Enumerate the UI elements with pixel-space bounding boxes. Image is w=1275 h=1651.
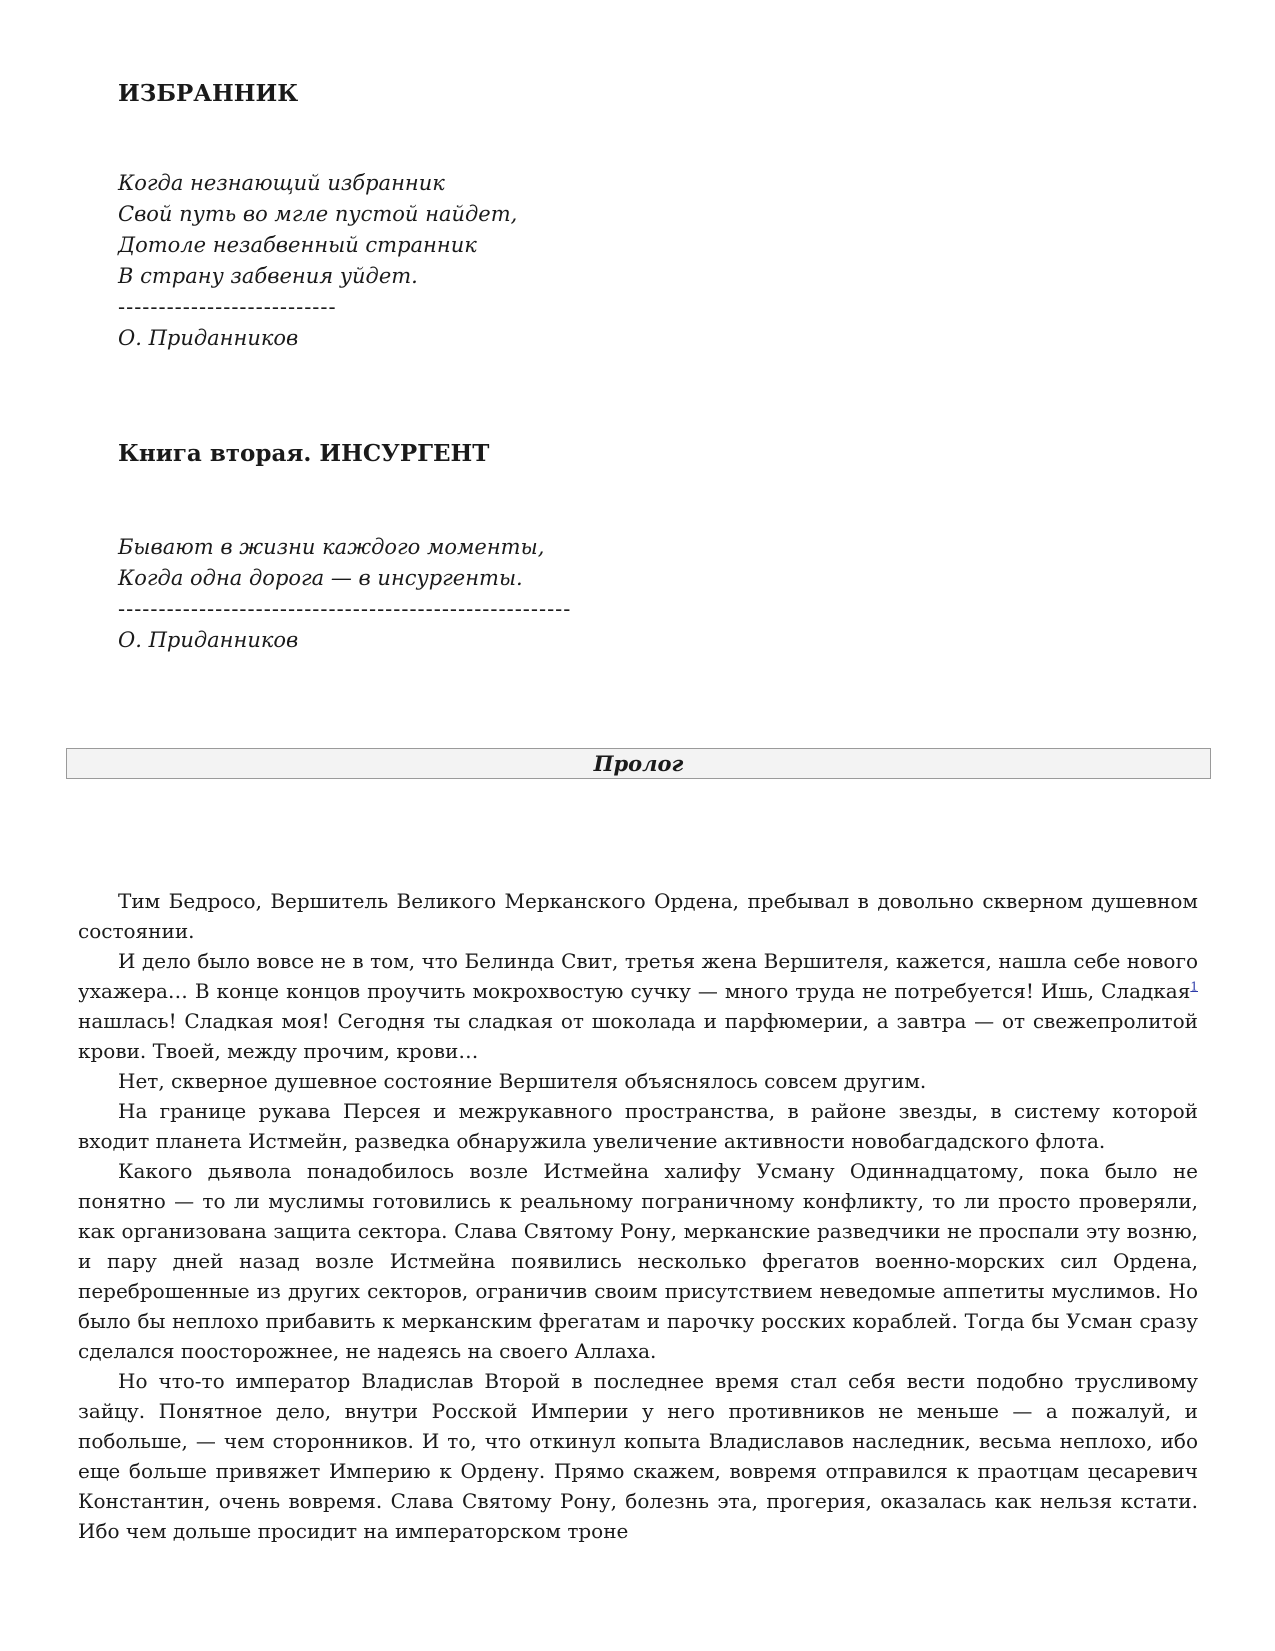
poem-line: В страну забвения уйдет. [118,264,418,288]
chapter-title: Пролог [593,751,684,776]
poem-line: Когда одна дорога — в инсургенты. [118,566,523,590]
chapter-title-box [66,748,1211,779]
epigraph-author: О. Приданников [118,326,299,350]
poem-line: Свой путь во мгле пустой найдет, [118,202,518,226]
epigraph-1 [118,168,1198,354]
footnote-marker [1190,979,1198,993]
poem-line: Бывают в жизни каждого моменты, [118,535,545,559]
paragraph: Какого дьявола понадобилось возле Истмейна халифу Усману Одиннадцатому, пока было не понятно — то ли муслимы готовились к реальному пограничному конфликту, то ли просто проверяли, как организована защита сектора. Слава Святому Рону, мерканские разведчики не проспали эту возню, и пару дней назад возле Истмейна появились несколько фрегатов военно-морских сил Ордена, переброшенные из других секторов, ограничив своим присутствием неведомые аппетиты муслимов. Но было бы неплохо прибавить к мерканским фрегатам и парочку росских кораблей. Тогда бы Усман сразу сделался поосторожнее, не надеясь на своего Аллаха. [78,1159,1198,1363]
footnote-link-1[interactable]: 1 [1190,979,1198,994]
paragraph: Тим Бедросо, Вершитель Великого Мерканского Ордена, пребывал в довольно скверном душевном состоянии. [78,889,1198,943]
book-title: ИЗБРАННИК [118,80,299,107]
paragraph: На границе рукава Персея и межрукавного пространства, в районе звезды, в систему которой входит планета Истмейн, разведка обнаружила увеличение активности новобагдадского флота. [78,1099,1198,1153]
paragraph: Нет, скверное душевное состояние Вершителя объяснялось совсем другим. [118,1069,927,1093]
paragraph-text: И дело было вовсе не в том, что Белинда Свит, третья жена Вершителя, кажется, нашла себе нового ухажера… В конце концов проучить мокрохвостую сучку — много труда не потребуется! Ишь, Сладкая [78,949,1198,1003]
poem-line: Когда незнающий избранник [118,171,445,195]
epigraph-divider: -------------------------------------------------------- [118,597,572,621]
paragraph: Но что-то император Владислав Второй в последнее время стал себя вести подобно трусливому зайцу. Понятное дело, внутри Росской Империи у него противников не меньше — а пожалуй, и побольше, — чем сторонников. И то, что откинул копыта Владиславов наследник, весьма неплохо, ибо еще больше привяжет Империю к Ордену. Прямо скажем, вовремя отправился к праотцам цесаревич Константин, очень вовремя. Слава Святому Рону, болезнь эта, прогерия, оказалась как нельзя кстати. Ибо чем дольше просидит на императорском троне [78,1369,1198,1543]
paragraph [78,946,1198,1066]
section-title: Книга вторая. ИНСУРГЕНТ [118,440,490,467]
epigraph-divider: --------------------------- [118,295,337,319]
epigraph-author: О. Приданников [118,628,299,652]
chapter-body [78,886,1198,1546]
poem-line: Дотоле незабвенный странник [118,233,477,257]
paragraph-text: нашлась! Сладкая моя! Сегодня ты сладкая от шоколада и парфюмерии, а завтра — от свежепролитой крови. Твоей, между прочим, крови… [78,1009,1198,1063]
epigraph-2 [118,532,1198,656]
